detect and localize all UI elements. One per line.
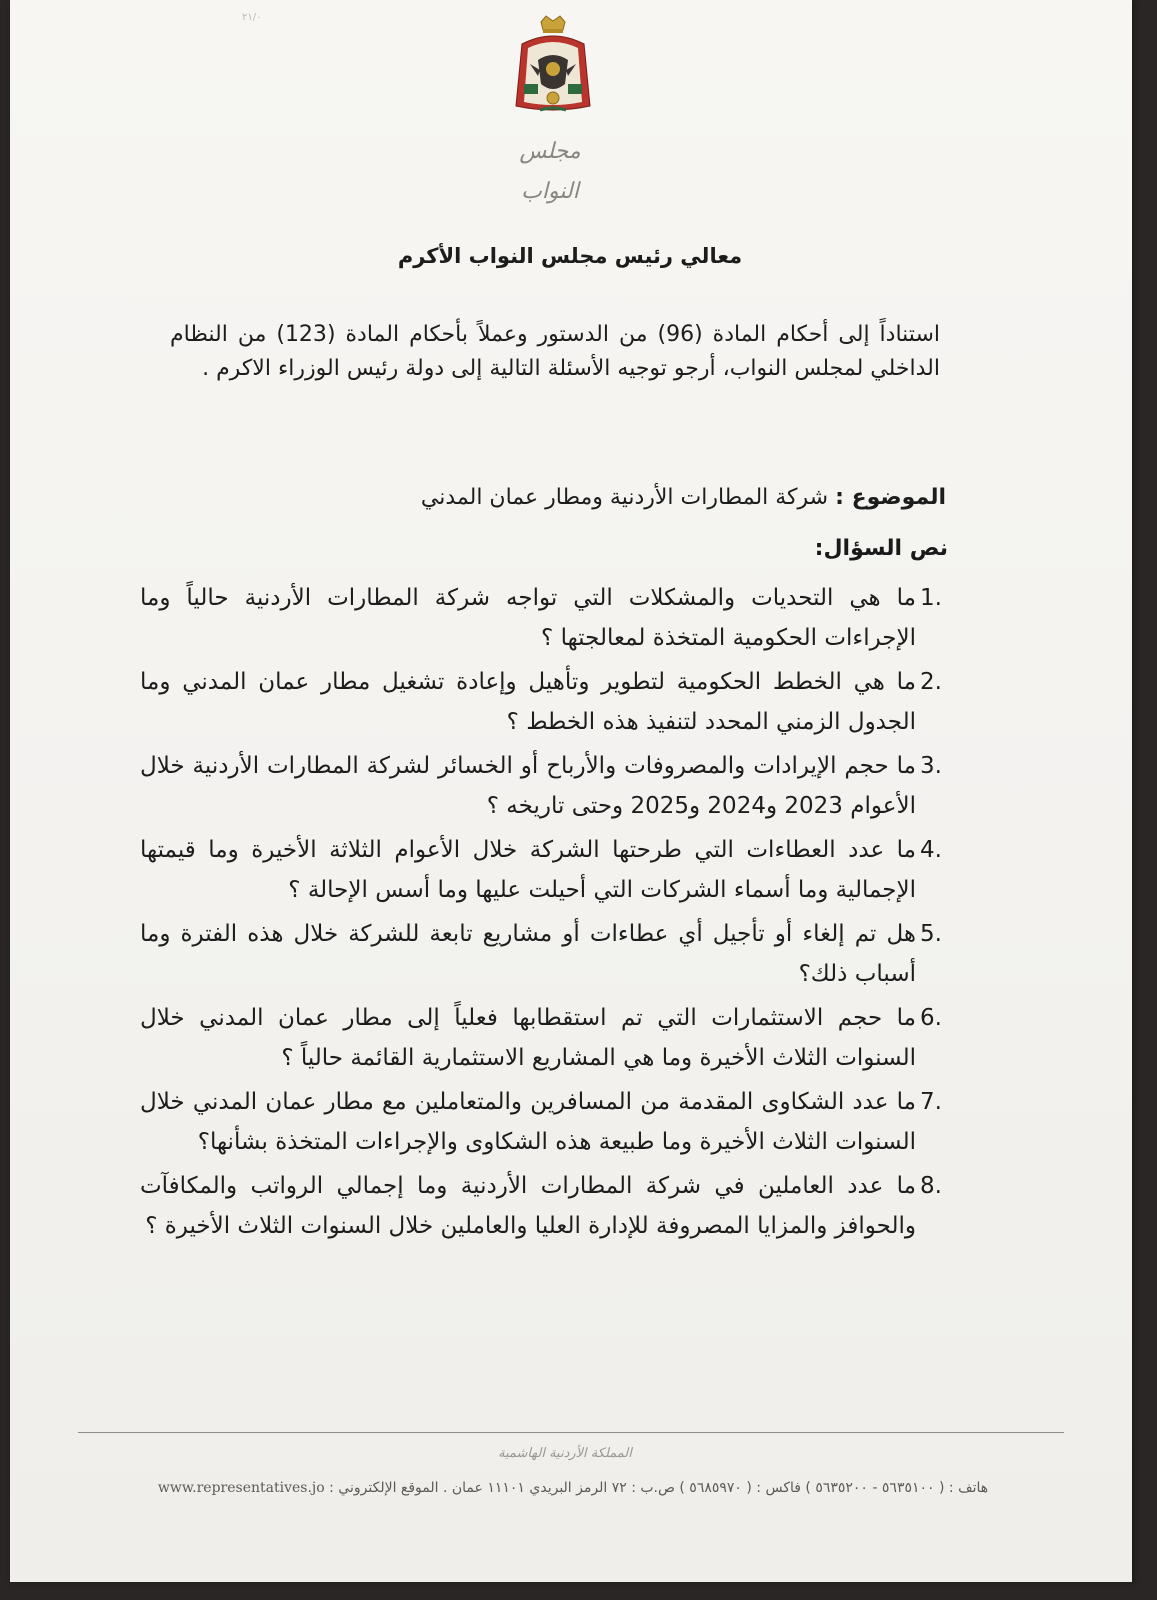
question-number: 3. (920, 753, 942, 779)
question-number: 2. (920, 669, 942, 695)
intro-paragraph: استناداً إلى أحكام المادة (96) من الدستور وعملاً بأحكام المادة (123) من النظام الداخلي لمجلس النواب، أرجو توجيه الأسئلة التالية إلى دولة رئيس الوزراء الاكرم . (170, 322, 940, 381)
letter-page (10, 0, 1132, 1582)
question-item (140, 830, 960, 910)
question-number: 4. (920, 837, 942, 863)
question-text: ما عدد العاملين في شركة المطارات الأردنية وما إجمالي الرواتب والمكافآت والحوافز والمزايا المصروفة للإدارة العليا والعاملين خلال السنوات الثلاث الأخيرة ؟ (140, 1173, 916, 1239)
footer-divider (78, 1432, 1064, 1433)
question-text: ما عدد الشكاوى المقدمة من المسافرين والمتعاملين مع مطار عمان المدني خلال السنوات الثلاث الأخيرة وما طبيعة هذه الشكاوى والإجراءات المتخذة بشأنها؟ (140, 1089, 916, 1155)
question-text: ما حجم الاستثمارات التي تم استقطابها فعلياً إلى مطار عمان المدني خلال السنوات الثلاث الأخيرة وما هي المشاريع الاستثمارية القائمة حالياً ؟ (140, 1005, 916, 1071)
question-item (140, 998, 960, 1078)
footer-kingdom-logo: المملكة الأردنية الهاشمية (498, 1446, 632, 1461)
question-number: 6. (920, 1005, 942, 1031)
question-item (140, 662, 960, 742)
subject-text: شركة المطارات الأردنية ومطار عمان المدني (420, 485, 829, 510)
question-item (140, 746, 960, 826)
question-text: ما عدد العطاءات التي طرحتها الشركة خلال الأعوام الثلاثة الأخيرة وما قيمتها الإجمالية وما أسماء الشركات التي أحيلت عليها وما أسس الإحالة ؟ (140, 837, 916, 903)
question-heading: نص السؤال: (814, 536, 948, 561)
question-number: 5. (920, 921, 942, 947)
question-item (140, 1166, 960, 1246)
royal-coat-of-arms-icon (510, 14, 596, 118)
subject-line (310, 482, 946, 514)
corner-mark: ٢١/٠ (242, 12, 262, 23)
question-text: ما هي الخطط الحكومية لتطوير وتأهيل وإعادة تشغيل مطار عمان المدني وما الجدول الزمني المحدد لتنفيذ هذه الخطط ؟ (140, 669, 916, 735)
question-item (140, 914, 960, 994)
subject-label: الموضوع : (835, 485, 946, 510)
question-text: ما هي التحديات والمشكلات التي تواجه شركة المطارات الأردنية حالياً وما الإجراءات الحكومية المتخذة لمعالجتها ؟ (140, 585, 916, 651)
footer-contact (108, 1480, 1038, 1496)
question-list (140, 578, 960, 1250)
question-number: 1. (920, 585, 942, 611)
salutation: معالي رئيس مجلس النواب الأكرم (397, 244, 743, 268)
footer-contact-details: هاتف : ( ٥٦٣٥١٠٠ - ٥٦٣٥٢٠٠ ) فاكس : ( ٥٦٨٥٩٧٠ ) ص.ب : ٧٢ الرمز البريدي ١١١٠١ عمان . الموقع الإلكتروني : (329, 1480, 989, 1496)
question-item (140, 1082, 960, 1162)
question-number: 8. (920, 1173, 942, 1199)
question-number: 7. (920, 1089, 942, 1115)
question-text: ما حجم الإيرادات والمصروفات والأرباح أو الخسائر لشركة المطارات الأردنية خلال الأعوام 2023 و2024 و2025 وحتى تاريخه ؟ (140, 753, 916, 819)
question-item (140, 578, 960, 658)
footer-website-link[interactable]: www.representatives.jo (157, 1480, 325, 1496)
parliament-calligraphy-logo: مجلس النواب (519, 139, 581, 204)
question-text: هل تم إلغاء أو تأجيل أي عطاءات أو مشاريع تابعة للشركة خلال هذه الفترة وما أسباب ذلك؟ (140, 921, 916, 987)
